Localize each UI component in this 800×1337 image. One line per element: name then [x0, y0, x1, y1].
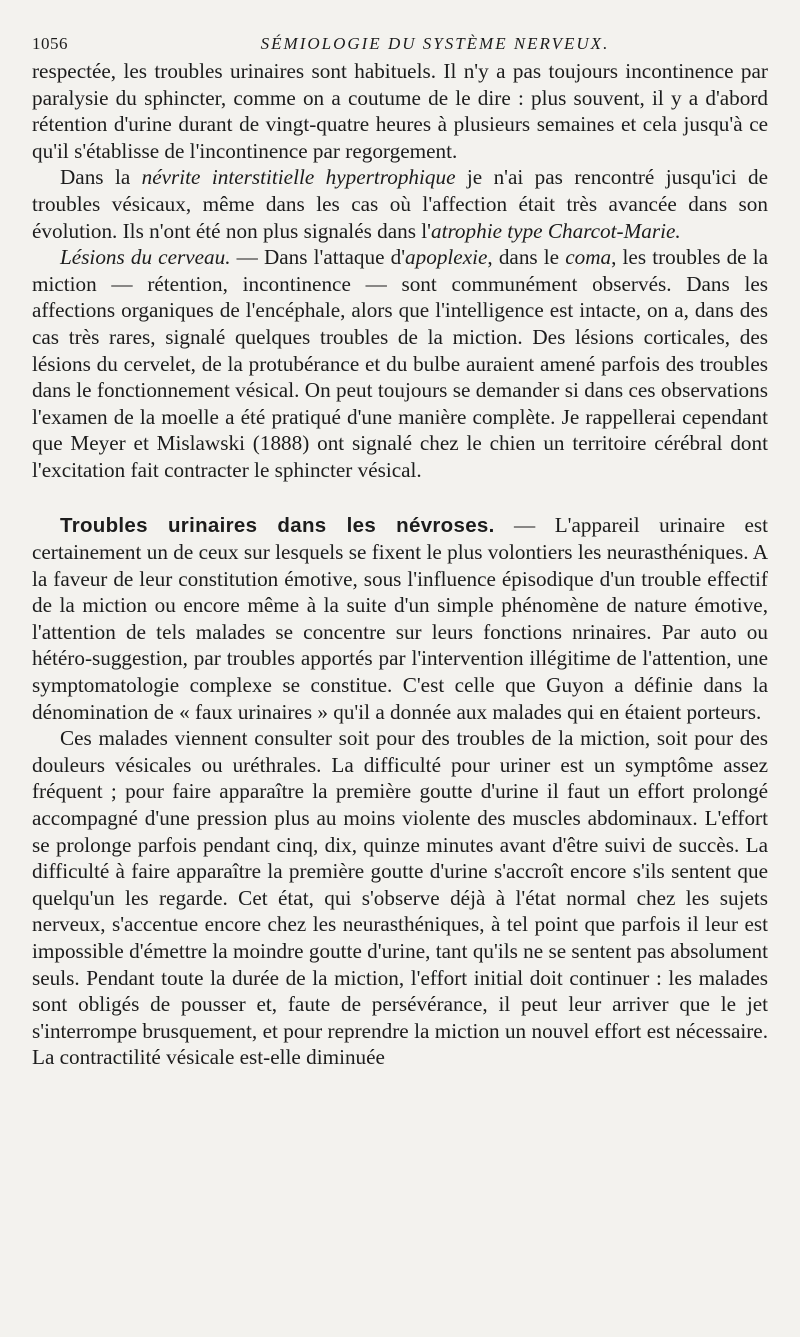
section-heading: Troubles urinaires dans les névroses.	[60, 513, 495, 537]
paragraph-continuation	[32, 58, 768, 164]
text-run: Dans la	[60, 165, 142, 190]
paragraph-nevrite	[32, 164, 768, 244]
running-header	[32, 28, 768, 58]
text-run: , dans le	[487, 245, 566, 270]
paragraph-text: respectée, les troubles urinaires sont habituels. Il n'y a pas toujours incontinence par paralysie du sphincter, comme on a coutume de le dire : plus souvent, il y a d'abord rétention d'urine durant de vingt-quatre heures à plusieurs semaines et cela jusqu'à ce qu'il s'établisse de l'incontinence par regorgement.	[32, 59, 768, 163]
paragraph-text: Ces malades viennent consulter soit pour des troubles de la miction, soit pour des douleurs vésicales ou uréthrales. La difficulté pour uriner est un symptôme assez fréquent ; pour faire apparaître la première goutte d'urine il faut un effort prolongé accompagné d'une pression plus au moins violente des muscles abdominaux. L'effort se prolonge parfois pendant cinq, dix, quinze minutes avant d'être suivi de succès. La difficulté à faire apparaître la première goutte d'urine s'accroît encore s'ils sentent que quelqu'un les regarde. Cet état, qui s'observe déjà à l'état normal chez les sujets nerveux, s'accentue encore chez les neurasthéniques, à tel point que parfois il leur est impossible d'émettre la moindre goutte d'urine, tant qu'ils ne se sentent pas absolument seuls. Pendant toute la durée de la miction, l'effort initial doit continuer : les malades sont obligés de pousser et, faute de persévérance, il peut leur arriver que le jet s'interrompe brusquement, et pour reprendre la miction un nouvel effort est nécessaire. La contractilité vésicale est-elle diminuée	[32, 726, 768, 1070]
paragraph-malades	[32, 725, 768, 1071]
paragraph-nevroses	[32, 512, 768, 726]
subsection-title: Lésions du cerveau.	[60, 245, 231, 270]
paragraph-lesions-cerveau	[32, 244, 768, 483]
italic-term: atrophie type Charcot-Marie.	[430, 218, 681, 243]
running-title: SÉMIOLOGIE DU SYSTÈME NERVEUX.	[260, 34, 610, 53]
text-run: — Dans l'attaque d'	[230, 245, 406, 270]
text-run: je n'ai pas rencontré jusqu'ici de troubles vésicaux, même dans les cas où l'affection était très avancée dans son évolution. Ils n'ont été non plus signalés dans l'	[32, 165, 769, 243]
text-run: , les troubles de la miction — rétention, incontinence — sont communément observés. Dans les affections organiques de l'encéphale, alors que l'intelligence est intacte, on a, dans des cas très rares, signalé quelques troubles de la miction. Des lésions corticales, des lésions du cervelet, de la protubérance et du bulbe auraient amené parfois des troubles dans le fonctionnement vésical. On peut toujours se demander si dans ces observations l'examen de la moelle a été pratiqué d'une manière complète. Je rappellerai cependant que Meyer et Mislawski (1888) ont signalé chez le chien un territoire cérébral dont l'excitation fait contracter le sphincter vésical.	[32, 245, 768, 482]
italic-term: apoplexie	[405, 245, 488, 270]
section-spacer	[32, 484, 768, 512]
italic-term: névrite interstitielle hypertrophique	[141, 165, 456, 190]
text-run: — L'appareil urinaire est certainement un de ceux sur lesquels se fixent le plus volontiers les neurasthéniques. A la faveur de leur constitution émotive, sous l'influence épisodique d'un trouble effectif de la miction ou encore même à la suite d'un simple phénomène de nature émotive, l'attention de tels malades se concentre sur leurs fonctions nrinaires. Par auto ou hétéro-suggestion, par troubles apportés par l'intervention illégitime de l'attention, une symptomatologie complexe se constitue. C'est celle que Guyon a définie dans la dénomination de « faux urinaires » qu'il a donnée aux malades qui en étaient porteurs.	[32, 512, 769, 724]
italic-term: coma	[565, 245, 612, 270]
page-number: 1056	[32, 34, 68, 53]
